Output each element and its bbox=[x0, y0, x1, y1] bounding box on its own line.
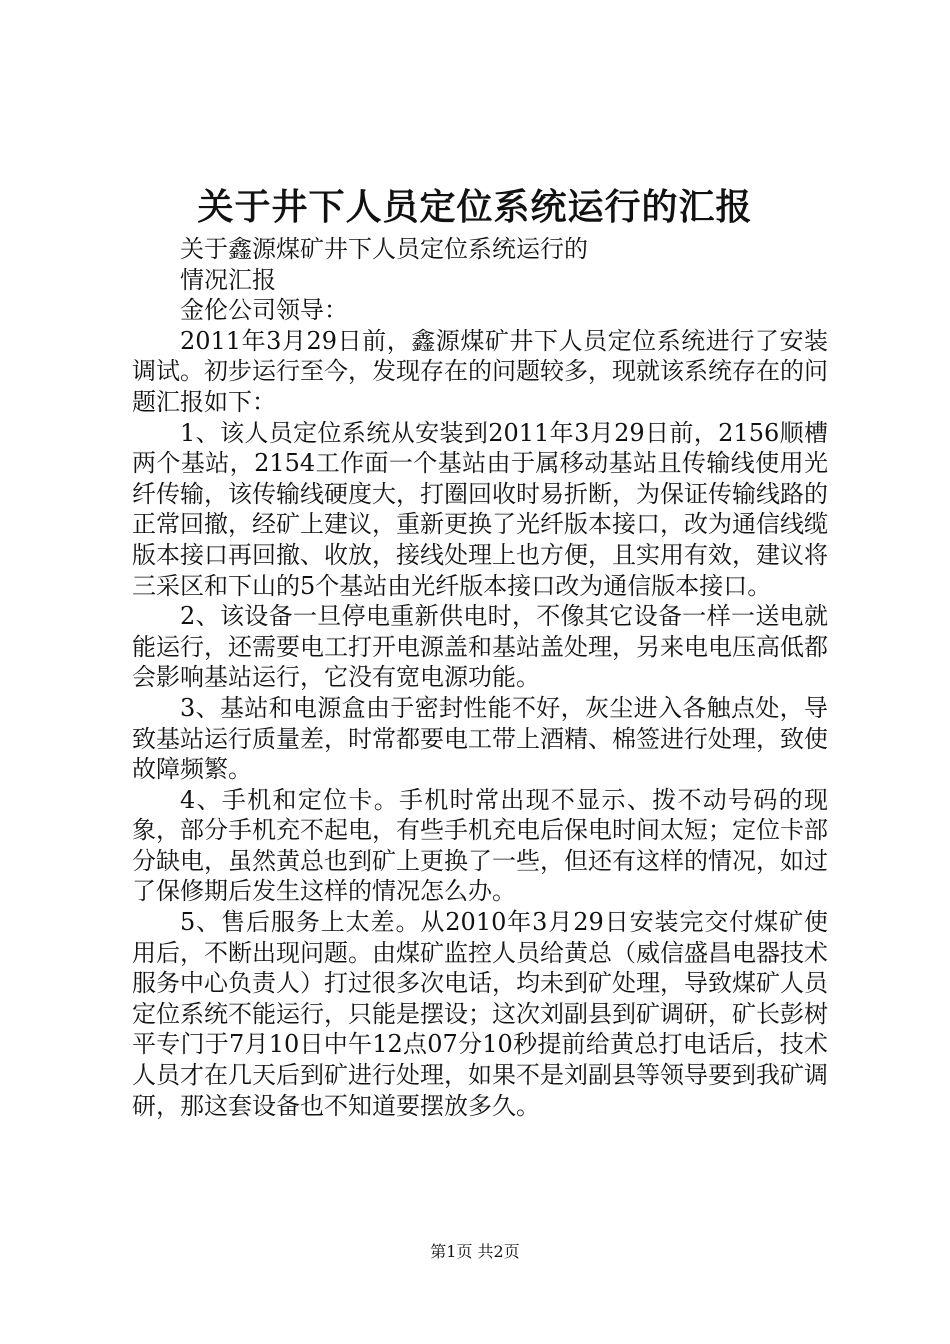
document-title: 关于井下人员定位系统运行的汇报 bbox=[197, 187, 753, 228]
intro-paragraph: 2011年3月29日前，鑫源煤矿井下人员定位系统进行了安装调试。初步运行至今，发现存在的问题较多，现就该系统存在的问题汇报如下： bbox=[132, 326, 828, 416]
issue-paragraph-5: 5、售后服务上太差。从2010年3月29日安装完交付煤矿使用后，不断出现问题。由煤矿监控人员给黄总（威信盛昌电器技术服务中心负责人）打过很多次电话，均未到矿处理，导致煤矿人员定位系统不能运行，只能是摆设；这次刘副县到矿调研，矿长彭树平专门于7月10日中午12点07分10秒提前给黄总打电话后，技术人员才在几天后到矿进行处理，如果不是刘副县等领导要到我矿调研，那这套设备也不知道要摆放多久。 bbox=[132, 908, 828, 1120]
document-body bbox=[132, 234, 828, 1121]
salutation: 金伦公司领导： bbox=[180, 296, 348, 325]
subtitle-line-2: 情况汇报 bbox=[180, 265, 276, 294]
issue-paragraph-1: 1、该人员定位系统从安装到2011年3月29日前，2156顺槽两个基站，2154工作面一个基站由于属移动基站且传输线使用光纤传输，该传输线硬度大，打圈回收时易折断，为保证传输线路的正常回撤，经矿上建议，重新更换了光纤版本接口，改为通信线缆版本接口再回撤、收放，接线处理上也方便，且实用有效，建议将三采区和下山的5个基站由光纤版本接口改为通信版本接口。 bbox=[132, 418, 828, 600]
page-footer: 第1页 共2页 bbox=[430, 1242, 520, 1261]
issue-paragraph-4: 4、手机和定位卡。手机时常出现不显示、拨不动号码的现象，部分手机充不起电，有些手机充电后保电时间太短；定位卡部分缺电，虽然黄总也到矿上更换了一些，但还有这样的情况，如过了保修期后发生这样的情况怎么办。 bbox=[132, 785, 828, 906]
issue-paragraph-3: 3、基站和电源盒由于密封性能不好，灰尘进入各触点处，导致基站运行质量差，时常都要电工带上酒精、棉签进行处理，致使故障频繁。 bbox=[132, 693, 828, 784]
subtitle-line-1: 关于鑫源煤矿井下人员定位系统运行的 bbox=[180, 235, 588, 263]
issue-paragraph-2: 2、该设备一旦停电重新供电时，不像其它设备一样一送电就能运行，还需要电工打开电源盖和基站盖处理，另来电电压高低都会影响基站运行，它没有宽电源功能。 bbox=[132, 602, 828, 692]
